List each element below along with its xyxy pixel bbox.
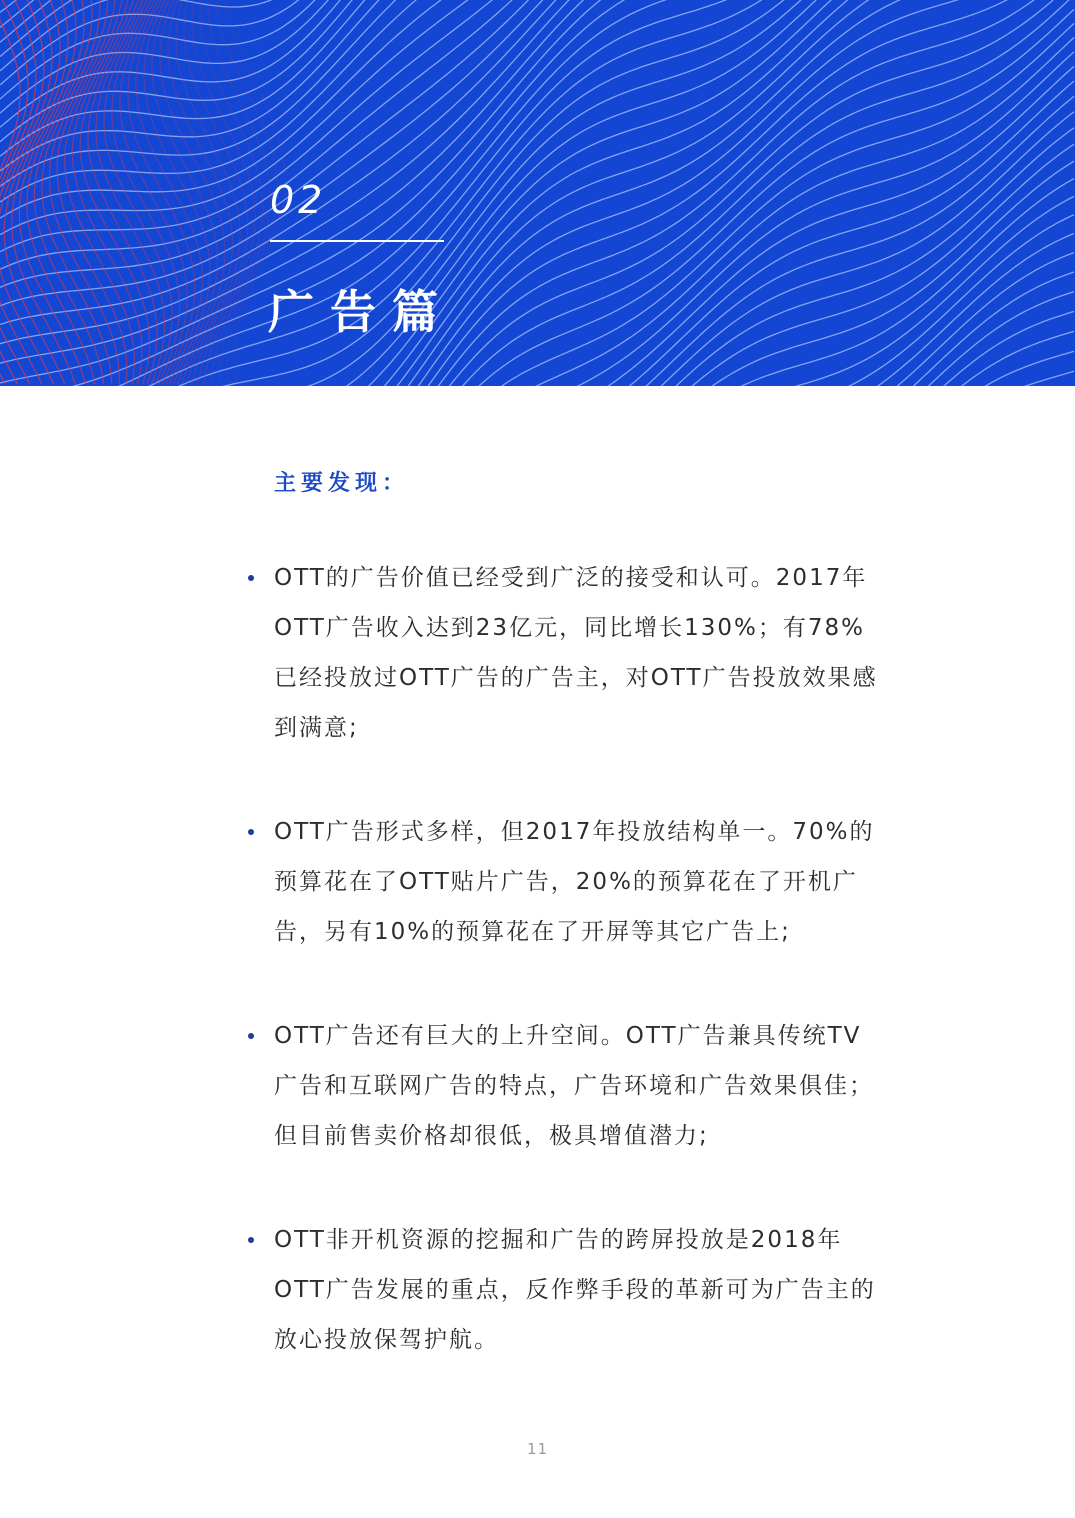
chapter-divider — [270, 240, 444, 242]
wave-line — [0, 0, 1074, 171]
finding-item — [244, 1011, 884, 1161]
chapter-number: 02 — [270, 178, 327, 222]
wave-line-red — [0, 0, 53, 384]
bullet-icon — [248, 575, 254, 581]
wave-pattern — [0, 0, 1075, 386]
wave-line — [0, 234, 1074, 387]
page-number: 11 — [526, 1440, 549, 1458]
wave-line — [0, 81, 1074, 386]
wave-line — [0, 215, 1074, 386]
wave-line-red — [72, 0, 142, 384]
wave-line — [0, 52, 1074, 386]
finding-text: OTT非开机资源的挖掘和广告的跨屏投放是2018年OTT广告发展的重点，反作弊手段的革新可为广告主的放心投放保驾护航。 — [274, 1227, 876, 1353]
wave-line — [0, 144, 1074, 386]
findings-list — [244, 553, 884, 1419]
chapter-banner — [0, 0, 1075, 386]
finding-item — [244, 807, 884, 957]
bullet-icon — [248, 1033, 254, 1039]
wave-line-red — [0, 0, 44, 384]
finding-text: OTT广告形式多样，但2017年投放结构单一。70%的预算花在了OTT贴片广告，20%的预算花在了开机广告，另有10%的预算花在了开屏等其它广告上; — [274, 819, 875, 945]
wave-line — [0, 112, 1074, 386]
finding-item — [244, 1215, 884, 1365]
finding-text: OTT广告还有巨大的上升空间。OTT广告兼具传统TV广告和互联网广告的特点，广告环境和广告效果俱佳；但目前售卖价格却很低，极具增值潜力; — [274, 1023, 874, 1149]
finding-text: OTT的广告价值已经受到广泛的接受和认可。2017年OTT广告收入达到23亿元，同比增长130%；有78%已经投放过OTT广告的广告主，对OTT广告投放效果感到满意; — [274, 565, 878, 741]
wave-line — [0, 38, 1074, 387]
findings-heading: 主要发现： — [274, 471, 410, 496]
bullet-icon — [248, 829, 254, 835]
finding-item — [244, 553, 884, 753]
bullet-icon — [248, 1237, 254, 1243]
chapter-title: 广告篇 — [268, 285, 454, 339]
